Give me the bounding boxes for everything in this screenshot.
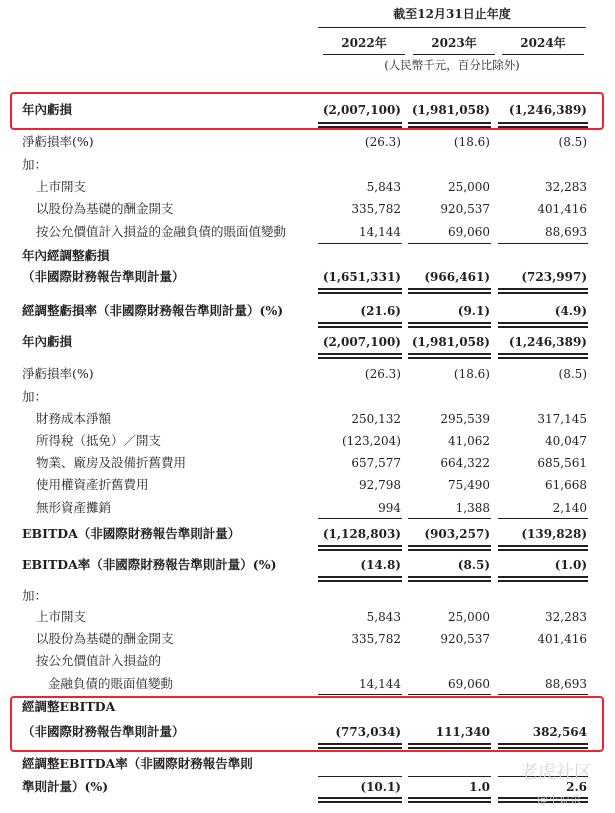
unit-note: (人民幣千元，百分比除外)	[384, 58, 520, 72]
row-label: 加：	[22, 588, 48, 603]
cell-value-2022: (2,007,100)	[322, 335, 401, 349]
cell-value-2022: 994	[378, 501, 401, 515]
watermark-handle: @小说杀	[537, 793, 581, 806]
row-label: 準則計量）(%)	[22, 779, 109, 794]
cell-value-2022: (1,128,803)	[322, 527, 401, 541]
total-rule	[318, 549, 402, 551]
row-label: 金融負債的賬面值變動	[48, 676, 174, 691]
cell-value-2022: 250,132	[351, 412, 401, 426]
cell-value-2023: 920,537	[440, 202, 490, 216]
cell-value-2022: 5,843	[366, 610, 401, 624]
year-underline-2024	[502, 54, 584, 55]
row-label: 物業、廠房及設備折舊費用	[36, 455, 187, 470]
cell-value-2023: (903,257)	[424, 527, 490, 541]
total-rule	[498, 357, 588, 359]
cell-value-2023: 111,340	[435, 725, 490, 739]
cell-value-2023: (9.1)	[457, 304, 490, 318]
total-rule	[408, 797, 491, 799]
cell-value-2022: (21.6)	[360, 304, 401, 318]
total-rule	[498, 326, 588, 328]
subtotal-rule	[318, 776, 402, 777]
year-header-2024: 2024年	[520, 36, 566, 50]
total-rule	[318, 292, 402, 294]
total-rule	[318, 353, 402, 355]
total-rule	[408, 322, 491, 324]
cell-value-2022: (2,007,100)	[322, 103, 401, 117]
cell-value-2024: 382,564	[532, 725, 587, 739]
watermark-brand: 老虎社区	[520, 762, 592, 783]
cell-value-2023: 69,060	[448, 677, 490, 691]
year-header-2022: 2022年	[341, 36, 387, 50]
cell-value-2022: 14,144	[359, 677, 401, 691]
row-label: 淨虧損率(%)	[22, 366, 94, 381]
cell-value-2022: (26.3)	[364, 135, 401, 149]
subtotal-rule	[408, 776, 491, 777]
highlight-box-net-loss	[10, 92, 604, 130]
cell-value-2024: 2,140	[552, 501, 587, 515]
subtotal-rule	[408, 243, 491, 244]
total-rule	[408, 292, 491, 294]
total-rule	[498, 549, 588, 551]
row-label: 年內經調整虧損	[22, 248, 110, 263]
cell-value-2023: (1,981,058)	[411, 335, 490, 349]
cell-value-2024: (8.5)	[558, 367, 587, 381]
row-label: 以股份為基礎的酬金開支	[36, 201, 174, 216]
year-header-2023: 2023年	[431, 36, 477, 50]
total-rule	[498, 353, 588, 355]
cell-value-2022: 5,843	[366, 180, 401, 194]
subtotal-rule	[498, 243, 588, 244]
total-rule	[408, 549, 491, 551]
cell-value-2024: (1.0)	[554, 558, 587, 572]
row-label: 年內虧損	[22, 102, 73, 117]
cell-value-2023: (1,981,058)	[411, 103, 490, 117]
cell-value-2023: 664,322	[440, 456, 490, 470]
row-label: 按公允價值計入損益的	[36, 653, 162, 668]
total-rule	[408, 576, 491, 578]
cell-value-2024: 32,283	[545, 180, 587, 194]
cell-value-2023: 295,539	[440, 412, 490, 426]
cell-value-2022: 14,144	[359, 225, 401, 239]
subtotal-rule	[498, 694, 588, 695]
cell-value-2024: 61,668	[545, 478, 587, 492]
cell-value-2023: 920,537	[440, 632, 490, 646]
row-label: 加：	[22, 157, 48, 172]
cell-value-2022: 335,782	[351, 202, 401, 216]
subtotal-rule	[498, 518, 588, 519]
total-rule	[408, 801, 491, 803]
total-rule	[318, 326, 402, 328]
subtotal-rule	[408, 694, 491, 695]
cell-value-2024: (8.5)	[558, 135, 587, 149]
total-rule	[318, 801, 402, 803]
cell-value-2024: 685,561	[537, 456, 587, 470]
subtotal-rule	[408, 518, 491, 519]
total-rule	[318, 288, 402, 290]
cell-value-2024: (1,246,389)	[508, 103, 587, 117]
period-header: 截至12月31日止年度	[393, 7, 511, 21]
cell-value-2022: (1,651,331)	[322, 270, 401, 284]
row-label: （非國際財務報告準則計量）	[22, 724, 185, 739]
total-rule	[498, 292, 588, 294]
total-rule	[498, 580, 588, 582]
cell-value-2023: (18.6)	[453, 135, 490, 149]
subtotal-rule	[318, 518, 402, 519]
total-rule	[498, 322, 588, 324]
row-label: 按公允價值計入損益的金融負債的賬面值變動	[36, 224, 287, 239]
cell-value-2024: (1,246,389)	[508, 335, 587, 349]
cell-value-2024: 317,145	[537, 412, 587, 426]
row-label: 經調整虧損率（非國際財務報告準則計量）(%)	[22, 303, 284, 318]
cell-value-2022: 657,577	[351, 456, 401, 470]
cell-value-2022: 92,798	[359, 478, 401, 492]
row-label: 淨虧損率(%)	[22, 134, 94, 149]
cell-value-2023: (966,461)	[424, 270, 490, 284]
total-rule	[318, 797, 402, 799]
row-label: 無形資產攤銷	[36, 500, 112, 515]
total-rule	[498, 288, 588, 290]
row-label: 經調整EBITDA	[22, 699, 116, 714]
row-label: 上市開支	[36, 609, 87, 624]
total-rule	[408, 357, 491, 359]
row-label: EBITDA（非國際財務報告準則計量）	[22, 526, 241, 541]
total-rule	[318, 545, 402, 547]
cell-value-2022: (26.3)	[364, 367, 401, 381]
cell-value-2022: (14.8)	[360, 558, 401, 572]
row-label: 年內虧損	[22, 334, 73, 349]
cell-value-2023: 25,000	[448, 180, 490, 194]
cell-value-2024: (4.9)	[554, 304, 587, 318]
total-rule	[408, 580, 491, 582]
row-label: 使用權資產折舊費用	[36, 477, 149, 492]
cell-value-2024: 88,693	[545, 677, 587, 691]
cell-value-2024: 2.6	[566, 780, 587, 794]
row-label: （非國際財務報告準則計量）	[22, 269, 185, 284]
year-underline-2022	[323, 54, 405, 55]
total-rule	[408, 288, 491, 290]
cell-value-2022: (773,034)	[335, 725, 401, 739]
cell-value-2024: 88,693	[545, 225, 587, 239]
total-rule	[318, 576, 402, 578]
cell-value-2022: (10.1)	[360, 780, 401, 794]
cell-value-2024: (723,997)	[521, 270, 587, 284]
cell-value-2024: (139,828)	[521, 527, 587, 541]
cell-value-2023: 41,062	[448, 434, 490, 448]
cell-value-2023: (18.6)	[453, 367, 490, 381]
row-label: 以股份為基礎的酬金開支	[36, 631, 174, 646]
row-label: 加：	[22, 389, 48, 404]
total-rule	[498, 545, 588, 547]
row-label: EBITDA率（非國際財務報告準則計量）(%)	[22, 557, 277, 572]
cell-value-2022: (123,204)	[342, 434, 401, 448]
row-label: 經調整EBITDA率（非國際財務報告準則	[22, 756, 253, 771]
row-label: 上市開支	[36, 179, 87, 194]
cell-value-2023: 1,388	[455, 501, 490, 515]
row-label: 財務成本淨額	[36, 411, 112, 426]
subtotal-rule	[318, 243, 402, 244]
total-rule	[318, 357, 402, 359]
cell-value-2023: (8.5)	[457, 558, 490, 572]
year-underline-2023	[413, 54, 495, 55]
cell-value-2024: 401,416	[537, 632, 587, 646]
cell-value-2022: 335,782	[351, 632, 401, 646]
cell-value-2024: 401,416	[537, 202, 587, 216]
total-rule	[498, 576, 588, 578]
cell-value-2024: 40,047	[545, 434, 587, 448]
total-rule	[408, 326, 491, 328]
total-rule	[318, 580, 402, 582]
row-label: 所得稅（抵免）／開支	[36, 433, 162, 448]
cell-value-2023: 25,000	[448, 610, 490, 624]
cell-value-2024: 32,283	[545, 610, 587, 624]
total-rule	[408, 545, 491, 547]
header-divider	[318, 27, 586, 28]
cell-value-2023: 1.0	[469, 780, 490, 794]
cell-value-2023: 75,490	[448, 478, 490, 492]
total-rule	[408, 353, 491, 355]
cell-value-2023: 69,060	[448, 225, 490, 239]
total-rule	[318, 322, 402, 324]
subtotal-rule	[318, 694, 402, 695]
highlight-box-adjusted-ebitda	[10, 696, 604, 752]
